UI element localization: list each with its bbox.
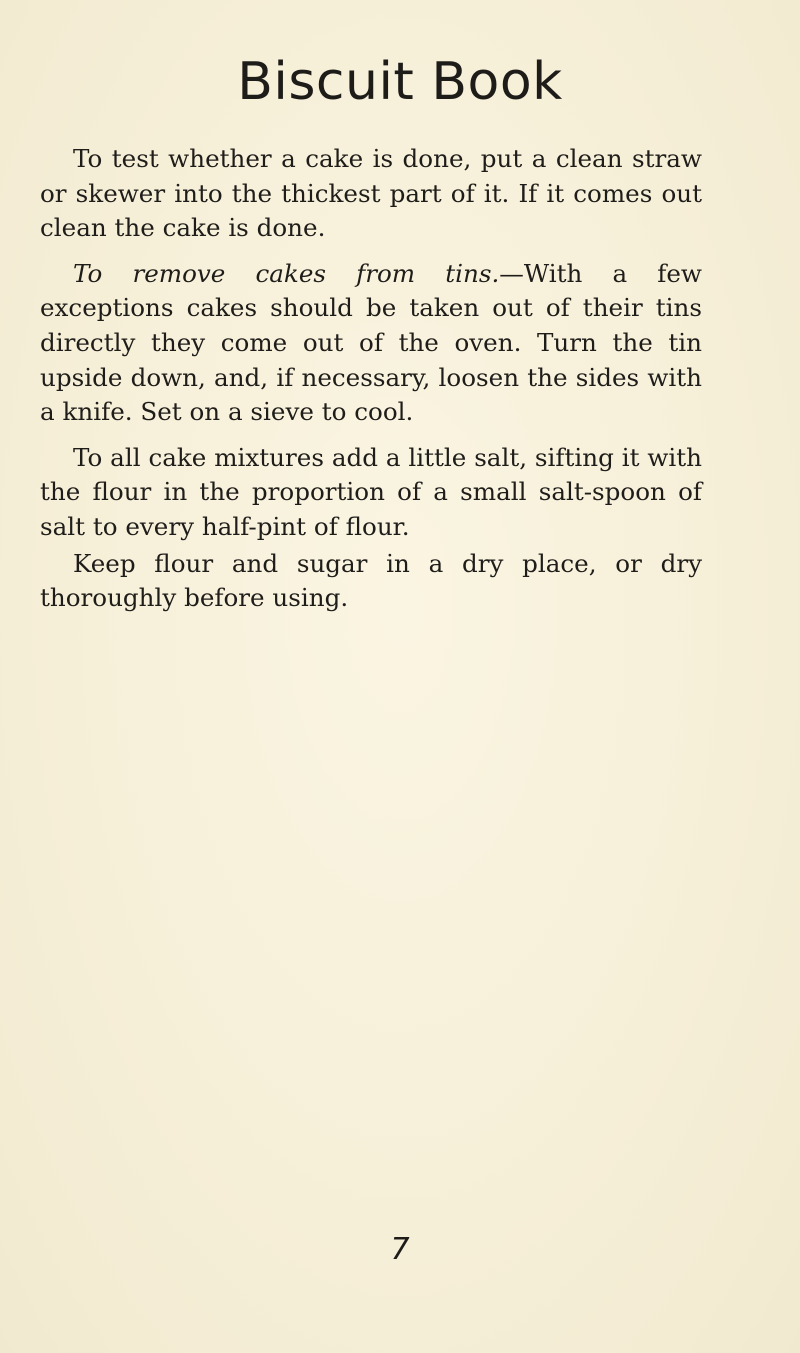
paragraph-remove-cakes	[40, 257, 702, 430]
paragraph-flour-storage: Keep flour and sugar in a dry place, or dry thoroughly before using.	[40, 548, 702, 613]
paragraph-salt: To all cake mixtures add a little salt, sifting it with the flour in the proportion of a small salt-spoon of salt to every half-pint of flour.	[40, 442, 702, 541]
paragraph-remove-cakes-text: —With a few exceptions cakes should be taken out of their tins directly they come out of the oven. Turn the tin upside down, and, if necessary, loosen the sides with a knife. Set on a sieve to cool.	[40, 258, 702, 427]
paragraph-heading: To remove cakes from tins.	[73, 258, 500, 288]
running-head: Biscuit Book	[237, 52, 563, 112]
page-body	[40, 142, 702, 616]
paragraph-cake-test: To test whether a cake is done, put a clean straw or skewer into the thickest part of it. If it comes out clean the cake is done.	[40, 144, 702, 243]
page-number: 7	[390, 1232, 410, 1267]
